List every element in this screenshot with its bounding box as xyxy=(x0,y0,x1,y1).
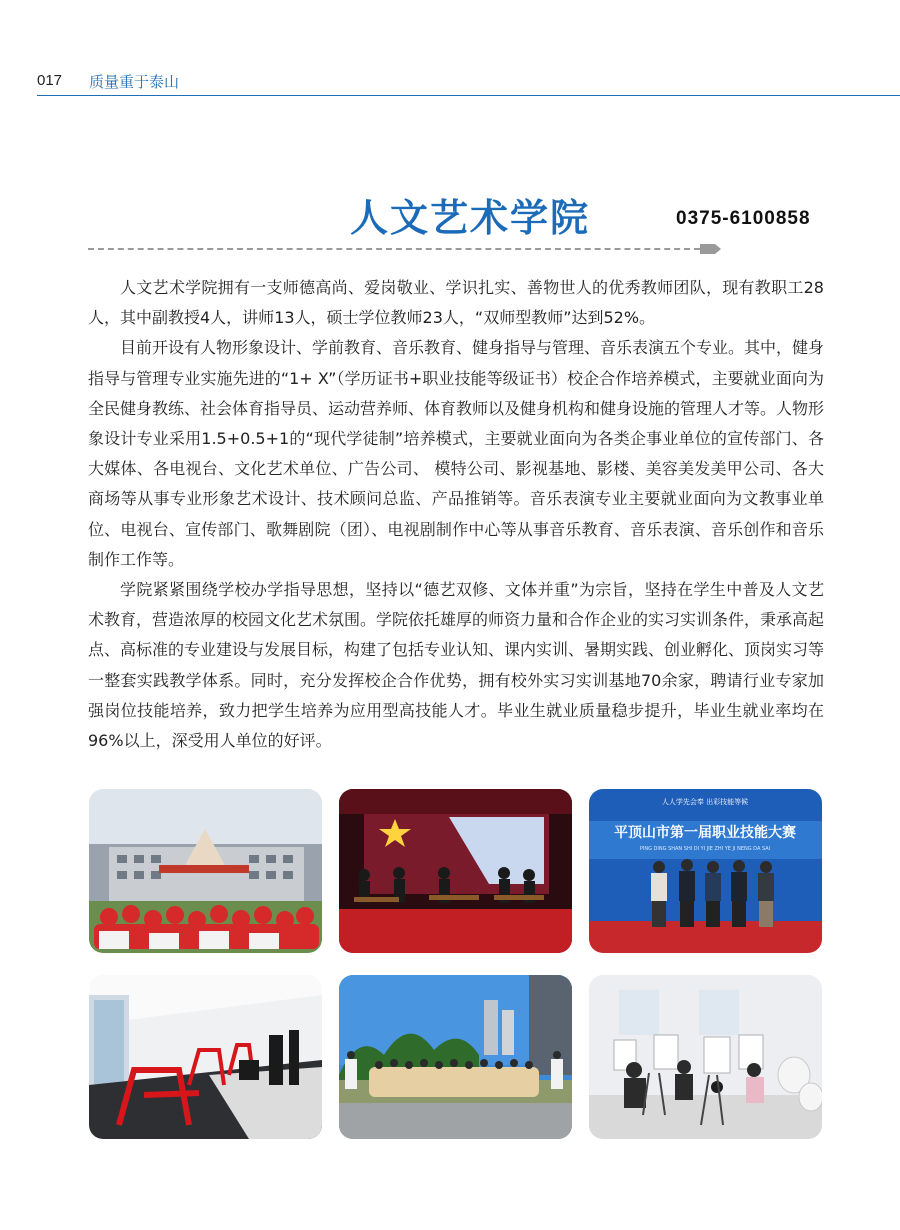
paragraph-majors: 目前开设有人物形象设计、学前教育、音乐教育、健身指导与管理、音乐表演五个专业。其中，健身指导与管理专业实施先进的“1+ X”（学历证书+职业技能等级证书）校企合作培养模式，主要就业面向为全民健身教练、社会体育指导员、运动营养师、体育教师以及健身机构和健身设施的管理人才等。人物形象设计专业采用1.5+0.5+1的“现代学徒制”培养模式，主要就业面向为各类企事业单位的宣传部门、各大媒体、各电视台、文化艺术单位、广告公司、 模特公司、影视基地、影楼、美容美发美甲公司、各大商场等从事专业形象艺术设计、技术顾问总监、产品推销等。音乐表演专业主要就业面向为文教事业单位、电视台、宣传部门、歌舞剧院（团）、电视剧制作中心等从事音乐教育、音乐表演、音乐创作和音乐制作工作等。 xyxy=(88,338,825,569)
photo-stage-guzheng xyxy=(339,789,572,953)
arrow-icon xyxy=(700,243,722,255)
section-name: 质量重于泰山 xyxy=(89,73,180,91)
photo-skills-competition xyxy=(589,789,822,953)
photo-gym xyxy=(89,975,322,1139)
dashed-divider xyxy=(88,248,700,250)
photo-campus-performance xyxy=(89,789,322,953)
photo-art-classroom xyxy=(589,975,822,1139)
page-number: 017 xyxy=(37,72,63,89)
paragraph-faculty: 人文艺术学院拥有一支师德高尚、爱岗敬业、学识扎实、善物世人的优秀教师团队，现有教职工28人，其中副教授4人，讲师13人，硕士学位教师23人，“双师型教师”达到52%。 xyxy=(88,278,824,328)
page-title: 人文艺术学院 xyxy=(350,196,591,240)
page-header xyxy=(37,68,900,96)
banner-title: 平顶山市第一届职业技能大赛 xyxy=(614,825,796,841)
header-divider xyxy=(37,95,900,96)
article-body xyxy=(88,273,824,756)
banner-slogan: 人人学先会奉 出彩技能等候 xyxy=(661,798,749,806)
photo-group-outdoor xyxy=(339,975,572,1139)
paragraph-practice: 学院紧紧围绕学校办学指导思想，坚持以“德艺双修、文体并重”为宗旨，坚持在学生中普及人文艺术教育，营造浓厚的校园文化艺术氛围。学院依托雄厚的师资力量和合作企业的实习实训条件，秉承高起点、高标准的专业建设与发展目标，构建了包括专业认知、课内实训、暑期实践、创业孵化、顶岗实习等一整套实践教学体系。同时，充分发挥校企合作优势，拥有校外实习实训基地70余家，聘请行业专家加强岗位技能培养，致力把学生培养为应用型高技能人才。毕业生就业质量稳步提升，毕业生就业率均在96%以上，深受用人单位的好评。 xyxy=(88,580,825,751)
phone-number: 0375-6100858 xyxy=(676,208,811,229)
banner-pinyin: PING DING SHAN SHI DI YI JIE ZHI YE JI NENG DA SAI xyxy=(639,846,771,852)
